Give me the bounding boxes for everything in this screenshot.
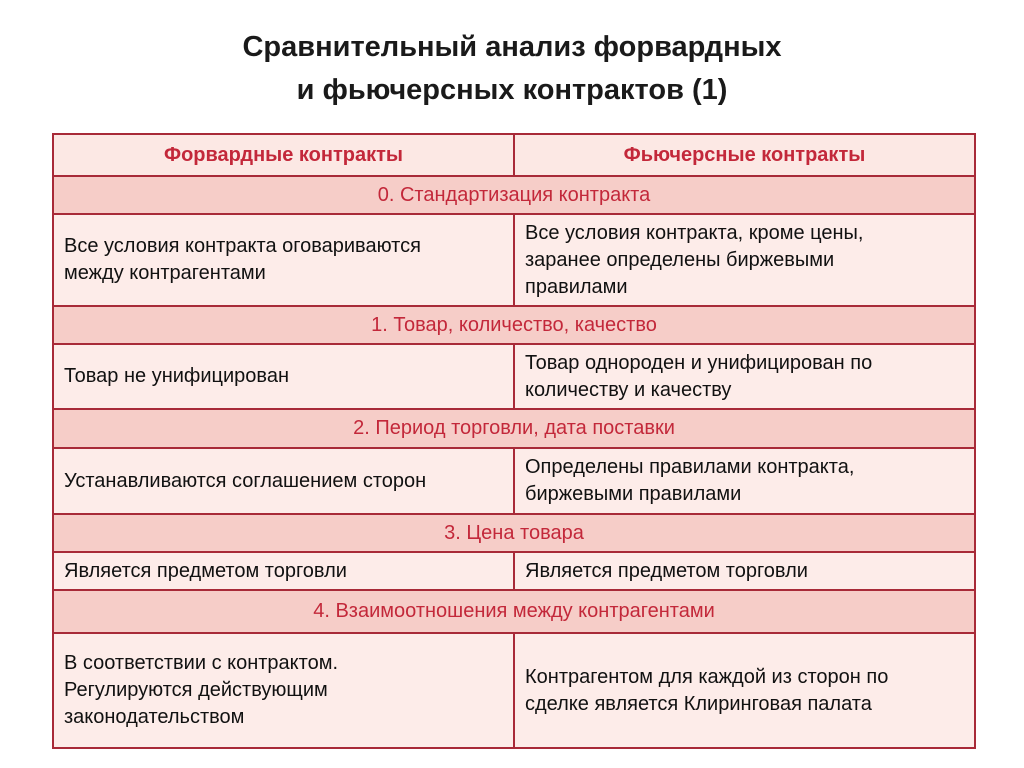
table-row (53, 448, 975, 514)
forward-cell: Является предметом торговли (53, 552, 514, 590)
header-futures-contracts: Фьючерсные контракты (514, 134, 975, 176)
section-row-trading-period (53, 409, 975, 448)
section-row-price (53, 514, 975, 552)
forward-cell: Все условия контракта оговариваются между контрагентами (53, 214, 514, 306)
futures-cell: Является предметом торговли (514, 552, 975, 590)
forward-cell: Товар не унифицирован (53, 344, 514, 409)
slide-title-line-1: Сравнительный анализ форвардных (242, 31, 782, 63)
table-row (53, 214, 975, 306)
section-heading: 3. Цена товара (53, 514, 975, 552)
table-row (53, 633, 975, 748)
header-forward-contracts: Форвардные контракты (53, 134, 514, 176)
forward-cell: Устанавливаются соглашением сторон (53, 448, 514, 514)
comparison-table (52, 133, 976, 749)
section-row-counterparties (53, 590, 975, 633)
forward-cell: В соответствии с контрактом. Регулируются действующим законодательством (53, 633, 514, 748)
section-heading: 0. Стандартизация контракта (53, 176, 975, 214)
section-row-goods (53, 306, 975, 344)
section-heading: 2. Период торговли, дата поставки (53, 409, 975, 448)
futures-cell: Все условия контракта, кроме цены, заранее определены биржевыми правилами (514, 214, 975, 306)
futures-cell: Товар однороден и унифицирован по количеству и качеству (514, 344, 975, 409)
slide-title-line-2: и фьючерсных контрактов (1) (296, 74, 728, 106)
table-header-row (53, 134, 975, 176)
section-row-standardization (53, 176, 975, 214)
section-heading: 4. Взаимоотношения между контрагентами (53, 590, 975, 633)
table-row (53, 552, 975, 590)
slide-title (0, 26, 1024, 112)
futures-cell: Определены правилами контракта, биржевыми правилами (514, 448, 975, 514)
section-heading: 1. Товар, количество, качество (53, 306, 975, 344)
futures-cell: Контрагентом для каждой из сторон по сделке является Клиринговая палата (514, 633, 975, 748)
table-row (53, 344, 975, 409)
